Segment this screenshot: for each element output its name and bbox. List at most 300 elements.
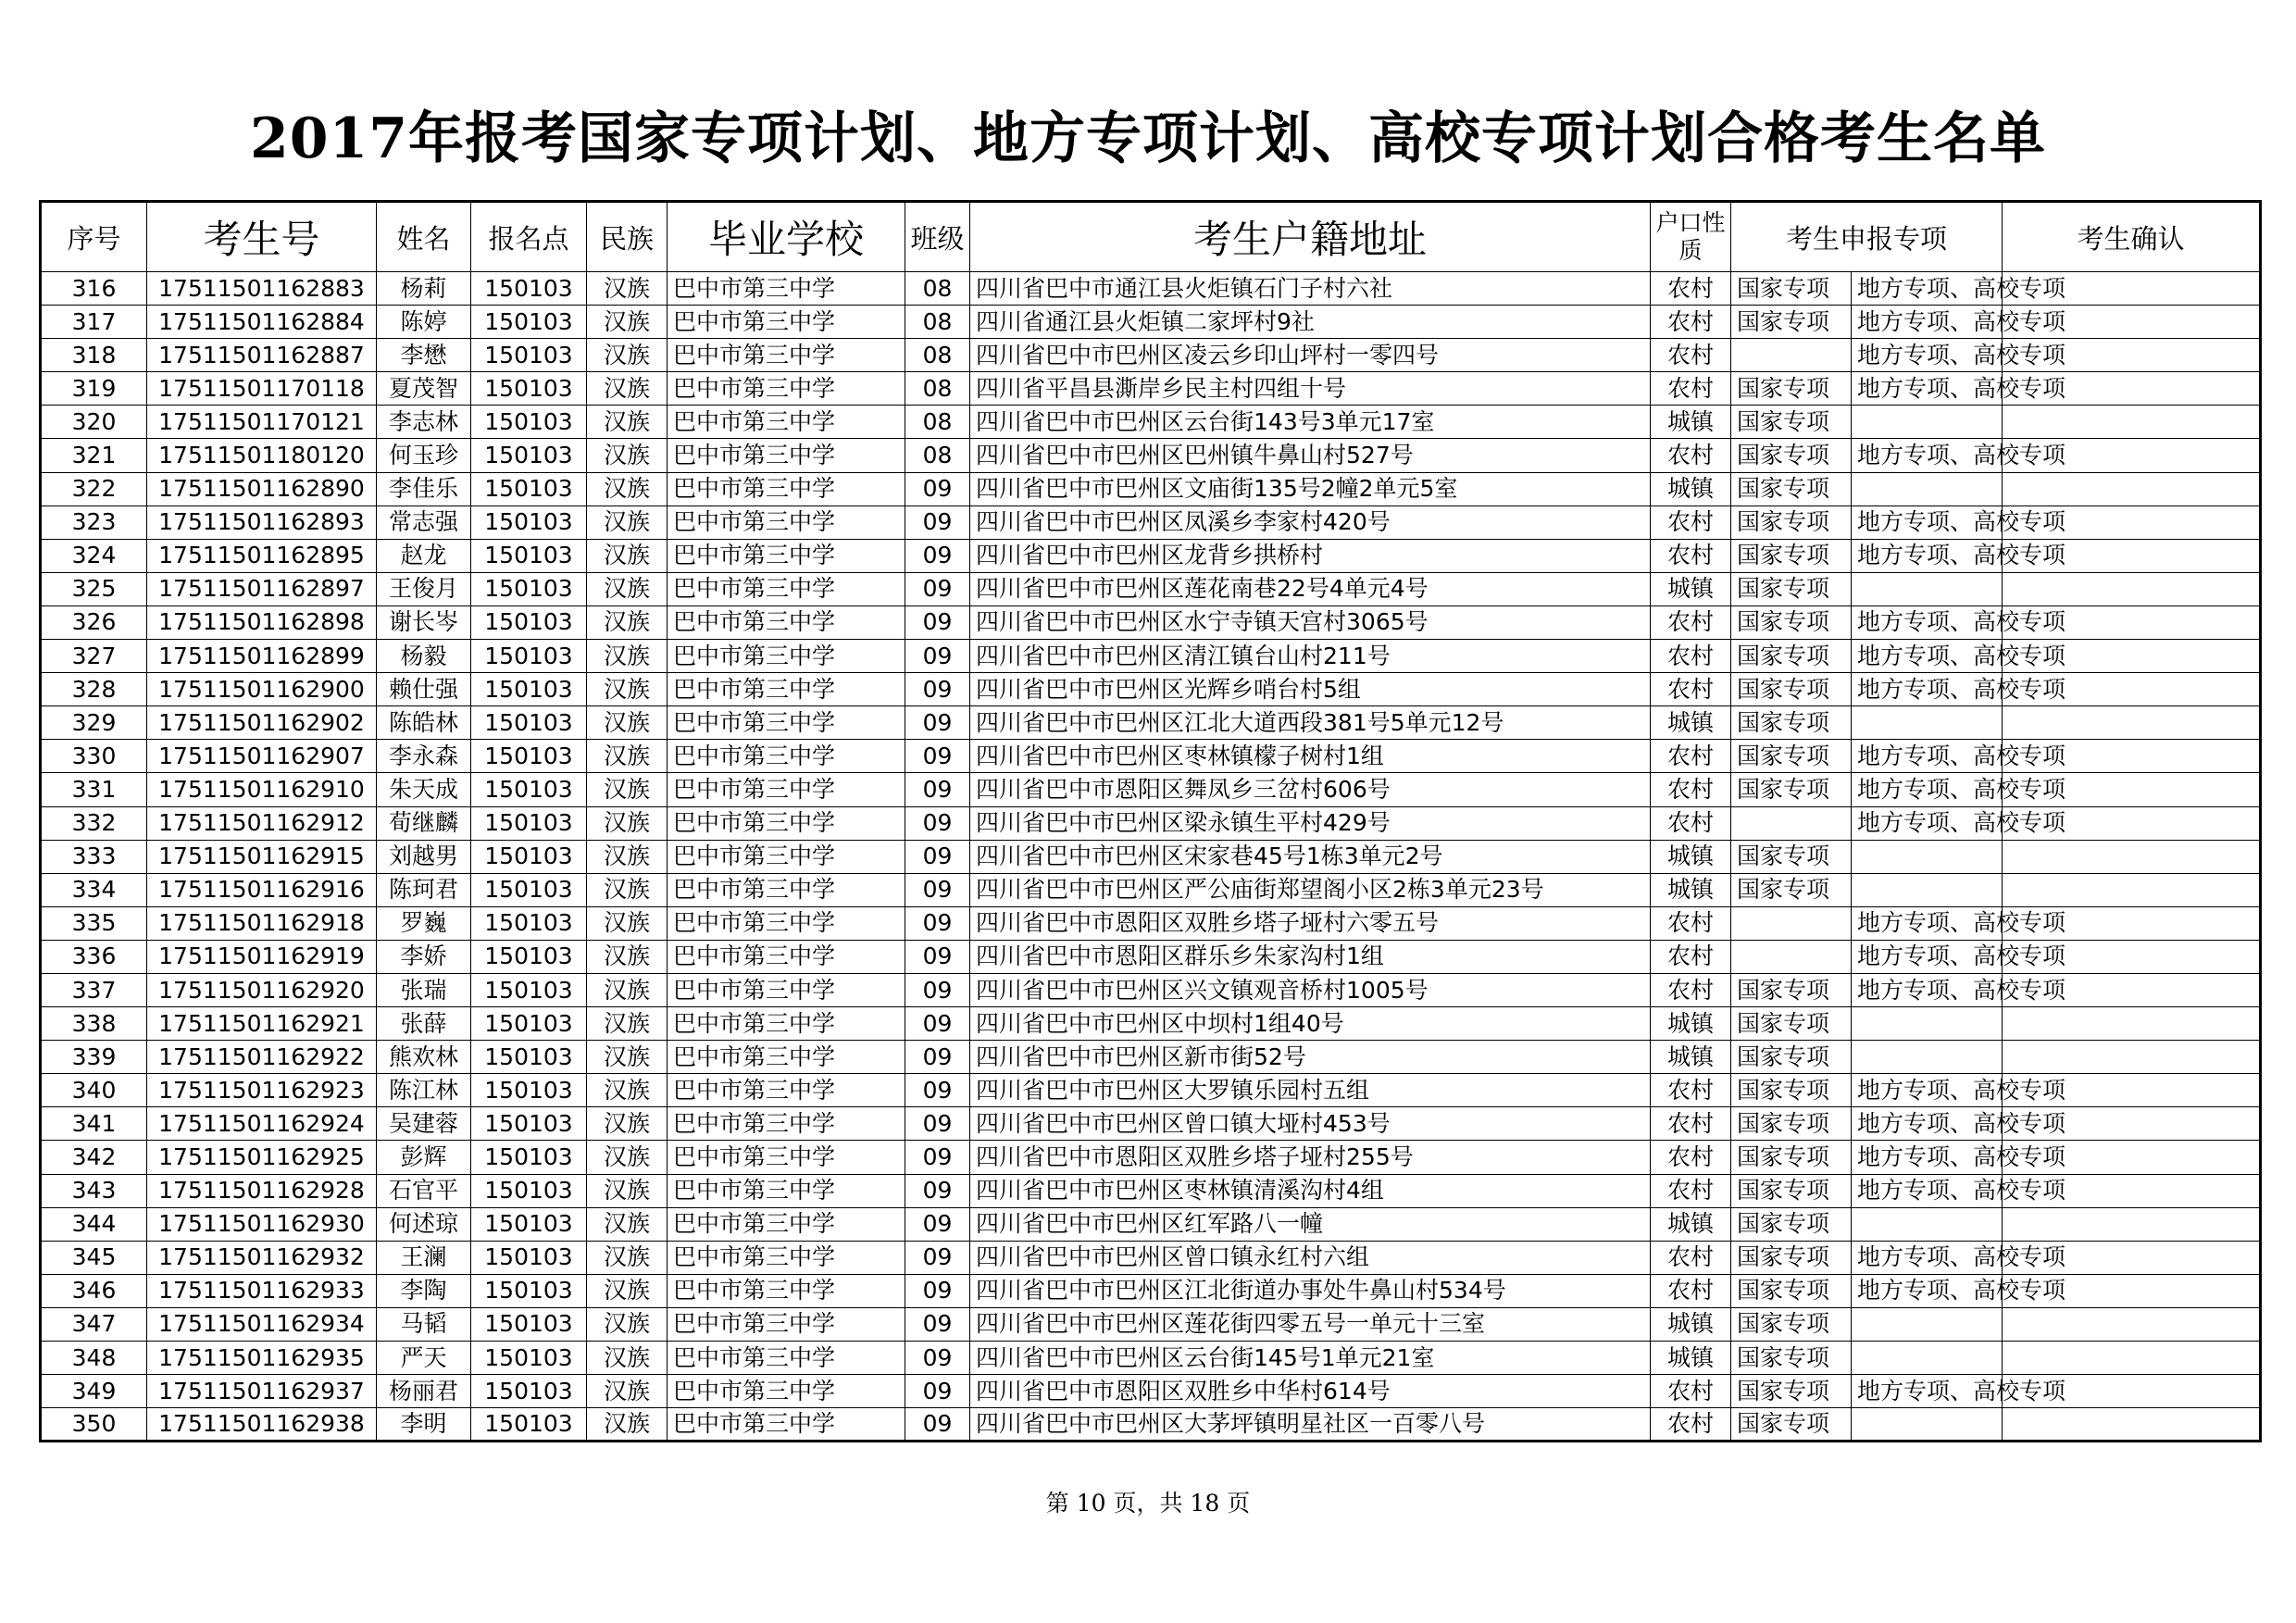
cell-class: 08 bbox=[905, 339, 970, 372]
cell-seq: 350 bbox=[41, 1408, 147, 1442]
table-row bbox=[41, 406, 2261, 439]
cell-household: 农村 bbox=[1651, 773, 1731, 806]
cell-local-college-plan: 地方专项、高校专项 bbox=[1852, 506, 2003, 539]
cell-household: 农村 bbox=[1651, 1408, 1731, 1442]
cell-address: 四川省巴中市巴州区巴州镇牛鼻山村527号 bbox=[970, 439, 1651, 472]
cell-school: 巴中市第三中学 bbox=[668, 306, 905, 339]
cell-exam-no: 17511501162930 bbox=[147, 1207, 377, 1241]
cell-ethnicity: 汉族 bbox=[587, 472, 668, 506]
cell-class: 09 bbox=[905, 840, 970, 873]
cell-confirm bbox=[2003, 1041, 2261, 1074]
cell-ethnicity: 汉族 bbox=[587, 1041, 668, 1074]
cell-confirm bbox=[2003, 1307, 2261, 1341]
cell-site: 150103 bbox=[471, 1307, 587, 1341]
table-row bbox=[41, 740, 2261, 773]
cell-seq: 346 bbox=[41, 1274, 147, 1307]
cell-exam-no: 17511501162935 bbox=[147, 1342, 377, 1375]
cell-name: 夏茂智 bbox=[377, 372, 471, 406]
cell-household: 城镇 bbox=[1651, 1307, 1731, 1341]
cell-local-college-plan: 地方专项、高校专项 bbox=[1852, 1174, 2003, 1207]
cell-name: 陈婷 bbox=[377, 306, 471, 339]
cell-exam-no: 17511501162924 bbox=[147, 1107, 377, 1141]
cell-local-college-plan: 地方专项、高校专项 bbox=[1852, 1107, 2003, 1141]
cell-national-plan: 国家专项 bbox=[1731, 673, 1852, 706]
cell-household: 农村 bbox=[1651, 1241, 1731, 1274]
cell-name: 李明 bbox=[377, 1408, 471, 1442]
table-row bbox=[41, 940, 2261, 973]
cell-site: 150103 bbox=[471, 606, 587, 639]
cell-name: 李佳乐 bbox=[377, 472, 471, 506]
cell-exam-no: 17511501162893 bbox=[147, 506, 377, 539]
cell-address: 四川省巴中市巴州区曾口镇大垭村453号 bbox=[970, 1107, 1651, 1141]
cell-school: 巴中市第三中学 bbox=[668, 806, 905, 840]
cell-national-plan bbox=[1731, 906, 1852, 940]
cell-class: 09 bbox=[905, 806, 970, 840]
cell-seq: 348 bbox=[41, 1342, 147, 1375]
cell-local-college-plan: 地方专项、高校专项 bbox=[1852, 940, 2003, 973]
cell-seq: 336 bbox=[41, 940, 147, 973]
cell-address: 四川省巴中市巴州区中坝村1组40号 bbox=[970, 1007, 1651, 1041]
cell-seq: 326 bbox=[41, 606, 147, 639]
cell-exam-no: 17511501162884 bbox=[147, 306, 377, 339]
cell-seq: 327 bbox=[41, 640, 147, 673]
cell-school: 巴中市第三中学 bbox=[668, 1107, 905, 1141]
cell-class: 09 bbox=[905, 1107, 970, 1141]
cell-household: 农村 bbox=[1651, 940, 1731, 973]
cell-household: 农村 bbox=[1651, 606, 1731, 639]
cell-name: 赖仕强 bbox=[377, 673, 471, 706]
cell-local-college-plan bbox=[1852, 472, 2003, 506]
cell-local-college-plan: 地方专项、高校专项 bbox=[1852, 606, 2003, 639]
cell-site: 150103 bbox=[471, 1274, 587, 1307]
cell-school: 巴中市第三中学 bbox=[668, 1408, 905, 1442]
cell-local-college-plan bbox=[1852, 1207, 2003, 1241]
cell-exam-no: 17511501170121 bbox=[147, 406, 377, 439]
cell-name: 杨丽君 bbox=[377, 1375, 471, 1408]
cell-exam-no: 17511501162919 bbox=[147, 940, 377, 973]
cell-class: 08 bbox=[905, 372, 970, 406]
cell-address: 四川省巴中市巴州区江北街道办事处牛鼻山村534号 bbox=[970, 1274, 1651, 1307]
cell-national-plan: 国家专项 bbox=[1731, 1408, 1852, 1442]
cell-school: 巴中市第三中学 bbox=[668, 606, 905, 639]
cell-household: 农村 bbox=[1651, 1274, 1731, 1307]
cell-school: 巴中市第三中学 bbox=[668, 1007, 905, 1041]
cell-household: 农村 bbox=[1651, 673, 1731, 706]
cell-exam-no: 17511501170118 bbox=[147, 372, 377, 406]
cell-school: 巴中市第三中学 bbox=[668, 873, 905, 906]
cell-local-college-plan bbox=[1852, 572, 2003, 606]
cell-class: 09 bbox=[905, 873, 970, 906]
cell-school: 巴中市第三中学 bbox=[668, 372, 905, 406]
cell-site: 150103 bbox=[471, 406, 587, 439]
cell-site: 150103 bbox=[471, 1074, 587, 1107]
header-exam-no: 考生号 bbox=[147, 202, 377, 272]
cell-ethnicity: 汉族 bbox=[587, 806, 668, 840]
cell-school: 巴中市第三中学 bbox=[668, 1074, 905, 1107]
cell-school: 巴中市第三中学 bbox=[668, 1307, 905, 1341]
cell-exam-no: 17511501162907 bbox=[147, 740, 377, 773]
table-row bbox=[41, 272, 2261, 306]
cell-school: 巴中市第三中学 bbox=[668, 572, 905, 606]
cell-class: 09 bbox=[905, 506, 970, 539]
cell-ethnicity: 汉族 bbox=[587, 306, 668, 339]
cell-school: 巴中市第三中学 bbox=[668, 973, 905, 1006]
cell-name: 王俊月 bbox=[377, 572, 471, 606]
table-row bbox=[41, 673, 2261, 706]
cell-name: 李志林 bbox=[377, 406, 471, 439]
cell-ethnicity: 汉族 bbox=[587, 773, 668, 806]
cell-school: 巴中市第三中学 bbox=[668, 1342, 905, 1375]
table-row bbox=[41, 606, 2261, 639]
cell-ethnicity: 汉族 bbox=[587, 1007, 668, 1041]
cell-seq: 323 bbox=[41, 506, 147, 539]
cell-seq: 347 bbox=[41, 1307, 147, 1341]
cell-name: 李永森 bbox=[377, 740, 471, 773]
cell-national-plan: 国家专项 bbox=[1731, 840, 1852, 873]
cell-ethnicity: 汉族 bbox=[587, 1342, 668, 1375]
cell-national-plan: 国家专项 bbox=[1731, 406, 1852, 439]
cell-national-plan: 国家专项 bbox=[1731, 640, 1852, 673]
cell-local-college-plan: 地方专项、高校专项 bbox=[1852, 1241, 2003, 1274]
cell-seq: 324 bbox=[41, 539, 147, 572]
table-row bbox=[41, 1107, 2261, 1141]
cell-national-plan bbox=[1731, 339, 1852, 372]
cell-class: 09 bbox=[905, 1342, 970, 1375]
cell-class: 09 bbox=[905, 1307, 970, 1341]
cell-household: 城镇 bbox=[1651, 472, 1731, 506]
cell-address: 四川省平昌县澌岸乡民主村四组十号 bbox=[970, 372, 1651, 406]
cell-local-college-plan bbox=[1852, 1307, 2003, 1341]
cell-name: 马韬 bbox=[377, 1307, 471, 1341]
table-row bbox=[41, 973, 2261, 1006]
cell-address: 四川省巴中市巴州区梁永镇生平村429号 bbox=[970, 806, 1651, 840]
cell-address: 四川省巴中市巴州区兴文镇观音桥村1005号 bbox=[970, 973, 1651, 1006]
cell-household: 城镇 bbox=[1651, 1342, 1731, 1375]
cell-exam-no: 17511501162915 bbox=[147, 840, 377, 873]
cell-ethnicity: 汉族 bbox=[587, 539, 668, 572]
table-row bbox=[41, 773, 2261, 806]
cell-household: 城镇 bbox=[1651, 840, 1731, 873]
cell-national-plan: 国家专项 bbox=[1731, 372, 1852, 406]
cell-school: 巴中市第三中学 bbox=[668, 1274, 905, 1307]
cell-site: 150103 bbox=[471, 1041, 587, 1074]
cell-class: 09 bbox=[905, 472, 970, 506]
cell-ethnicity: 汉族 bbox=[587, 873, 668, 906]
cell-name: 朱天成 bbox=[377, 773, 471, 806]
cell-national-plan: 国家专项 bbox=[1731, 606, 1852, 639]
cell-local-college-plan: 地方专项、高校专项 bbox=[1852, 1274, 2003, 1307]
cell-name: 石官平 bbox=[377, 1174, 471, 1207]
cell-address: 四川省巴中市巴州区文庙街135号2幢2单元5室 bbox=[970, 472, 1651, 506]
cell-exam-no: 17511501162933 bbox=[147, 1274, 377, 1307]
cell-ethnicity: 汉族 bbox=[587, 1307, 668, 1341]
table-row bbox=[41, 840, 2261, 873]
cell-ethnicity: 汉族 bbox=[587, 1274, 668, 1307]
cell-exam-no: 17511501162887 bbox=[147, 339, 377, 372]
cell-exam-no: 17511501162910 bbox=[147, 773, 377, 806]
cell-site: 150103 bbox=[471, 372, 587, 406]
table-row bbox=[41, 1274, 2261, 1307]
cell-class: 09 bbox=[905, 1408, 970, 1442]
cell-local-college-plan: 地方专项、高校专项 bbox=[1852, 272, 2003, 306]
cell-national-plan: 国家专项 bbox=[1731, 706, 1852, 740]
cell-household: 城镇 bbox=[1651, 406, 1731, 439]
cell-site: 150103 bbox=[471, 339, 587, 372]
cell-address: 四川省巴中市恩阳区群乐乡朱家沟村1组 bbox=[970, 940, 1651, 973]
cell-exam-no: 17511501162883 bbox=[147, 272, 377, 306]
cell-class: 09 bbox=[905, 673, 970, 706]
cell-school: 巴中市第三中学 bbox=[668, 706, 905, 740]
cell-national-plan: 国家专项 bbox=[1731, 740, 1852, 773]
cell-name: 严天 bbox=[377, 1342, 471, 1375]
cell-address: 四川省巴中市巴州区水宁寺镇天宫村3065号 bbox=[970, 606, 1651, 639]
cell-school: 巴中市第三中学 bbox=[668, 840, 905, 873]
cell-name: 常志强 bbox=[377, 506, 471, 539]
header-plan: 考生申报专项 bbox=[1731, 202, 2003, 272]
table-header-row bbox=[41, 202, 2261, 272]
cell-ethnicity: 汉族 bbox=[587, 740, 668, 773]
cell-ethnicity: 汉族 bbox=[587, 1241, 668, 1274]
cell-class: 08 bbox=[905, 406, 970, 439]
cell-exam-no: 17511501162920 bbox=[147, 973, 377, 1006]
cell-exam-no: 17511501162912 bbox=[147, 806, 377, 840]
cell-class: 09 bbox=[905, 1074, 970, 1107]
cell-site: 150103 bbox=[471, 1107, 587, 1141]
cell-school: 巴中市第三中学 bbox=[668, 1241, 905, 1274]
cell-exam-no: 17511501162922 bbox=[147, 1041, 377, 1074]
cell-confirm bbox=[2003, 840, 2261, 873]
cell-name: 王澜 bbox=[377, 1241, 471, 1274]
cell-name: 熊欢林 bbox=[377, 1041, 471, 1074]
cell-site: 150103 bbox=[471, 973, 587, 1006]
table-row bbox=[41, 1408, 2261, 1442]
header-household: 户口性质 bbox=[1651, 202, 1731, 272]
cell-school: 巴中市第三中学 bbox=[668, 640, 905, 673]
cell-local-college-plan bbox=[1852, 840, 2003, 873]
cell-ethnicity: 汉族 bbox=[587, 606, 668, 639]
cell-address: 四川省巴中市巴州区曾口镇永红村六组 bbox=[970, 1241, 1651, 1274]
cell-national-plan: 国家专项 bbox=[1731, 1342, 1852, 1375]
table-row bbox=[41, 1074, 2261, 1107]
cell-seq: 341 bbox=[41, 1107, 147, 1141]
cell-ethnicity: 汉族 bbox=[587, 706, 668, 740]
cell-address: 四川省巴中市恩阳区双胜乡塔子垭村六零五号 bbox=[970, 906, 1651, 940]
header-ethnicity: 民族 bbox=[587, 202, 668, 272]
cell-national-plan: 国家专项 bbox=[1731, 572, 1852, 606]
cell-seq: 333 bbox=[41, 840, 147, 873]
table-row bbox=[41, 339, 2261, 372]
cell-class: 09 bbox=[905, 1007, 970, 1041]
cell-ethnicity: 汉族 bbox=[587, 1408, 668, 1442]
cell-confirm bbox=[2003, 873, 2261, 906]
cell-local-college-plan: 地方专项、高校专项 bbox=[1852, 640, 2003, 673]
cell-local-college-plan: 地方专项、高校专项 bbox=[1852, 372, 2003, 406]
cell-seq: 335 bbox=[41, 906, 147, 940]
cell-ethnicity: 汉族 bbox=[587, 372, 668, 406]
cell-site: 150103 bbox=[471, 539, 587, 572]
cell-name: 何述琼 bbox=[377, 1207, 471, 1241]
cell-exam-no: 17511501162918 bbox=[147, 906, 377, 940]
cell-name: 刘越男 bbox=[377, 840, 471, 873]
cell-ethnicity: 汉族 bbox=[587, 673, 668, 706]
cell-local-college-plan: 地方专项、高校专项 bbox=[1852, 1375, 2003, 1408]
table-row bbox=[41, 472, 2261, 506]
cell-seq: 339 bbox=[41, 1041, 147, 1074]
candidate-table bbox=[39, 200, 2262, 1442]
cell-class: 09 bbox=[905, 1241, 970, 1274]
cell-school: 巴中市第三中学 bbox=[668, 506, 905, 539]
cell-address: 四川省巴中市巴州区莲花街四零五号一单元十三室 bbox=[970, 1307, 1651, 1341]
cell-address: 四川省巴中市巴州区大罗镇乐园村五组 bbox=[970, 1074, 1651, 1107]
cell-household: 农村 bbox=[1651, 906, 1731, 940]
cell-exam-no: 17511501180120 bbox=[147, 439, 377, 472]
table-row bbox=[41, 372, 2261, 406]
cell-name: 张瑞 bbox=[377, 973, 471, 1006]
cell-site: 150103 bbox=[471, 1174, 587, 1207]
cell-address: 四川省巴中市巴州区清江镇台山村211号 bbox=[970, 640, 1651, 673]
cell-exam-no: 17511501162902 bbox=[147, 706, 377, 740]
cell-household: 农村 bbox=[1651, 539, 1731, 572]
cell-national-plan: 国家专项 bbox=[1731, 506, 1852, 539]
cell-school: 巴中市第三中学 bbox=[668, 339, 905, 372]
cell-school: 巴中市第三中学 bbox=[668, 439, 905, 472]
cell-seq: 325 bbox=[41, 572, 147, 606]
cell-school: 巴中市第三中学 bbox=[668, 1041, 905, 1074]
cell-household: 城镇 bbox=[1651, 1007, 1731, 1041]
cell-national-plan: 国家专项 bbox=[1731, 1375, 1852, 1408]
page-footer: 第 10 页，共 18 页 bbox=[1045, 1490, 1251, 1517]
cell-name: 彭辉 bbox=[377, 1141, 471, 1174]
cell-class: 09 bbox=[905, 1141, 970, 1174]
cell-site: 150103 bbox=[471, 439, 587, 472]
cell-name: 杨毅 bbox=[377, 640, 471, 673]
cell-national-plan: 国家专项 bbox=[1731, 1241, 1852, 1274]
cell-national-plan: 国家专项 bbox=[1731, 1307, 1852, 1341]
cell-class: 08 bbox=[905, 272, 970, 306]
cell-site: 150103 bbox=[471, 640, 587, 673]
cell-name: 陈皓林 bbox=[377, 706, 471, 740]
cell-address: 四川省巴中市恩阳区舞凤乡三岔村606号 bbox=[970, 773, 1651, 806]
cell-local-college-plan: 地方专项、高校专项 bbox=[1852, 1141, 2003, 1174]
cell-name: 李娇 bbox=[377, 940, 471, 973]
cell-seq: 332 bbox=[41, 806, 147, 840]
cell-site: 150103 bbox=[471, 1007, 587, 1041]
cell-confirm bbox=[2003, 472, 2261, 506]
cell-school: 巴中市第三中学 bbox=[668, 1375, 905, 1408]
cell-seq: 340 bbox=[41, 1074, 147, 1107]
cell-local-college-plan: 地方专项、高校专项 bbox=[1852, 1074, 2003, 1107]
cell-name: 谢长岑 bbox=[377, 606, 471, 639]
cell-seq: 330 bbox=[41, 740, 147, 773]
cell-ethnicity: 汉族 bbox=[587, 1375, 668, 1408]
cell-household: 农村 bbox=[1651, 640, 1731, 673]
cell-address: 四川省巴中市恩阳区双胜乡中华村614号 bbox=[970, 1375, 1651, 1408]
cell-class: 09 bbox=[905, 906, 970, 940]
cell-class: 09 bbox=[905, 973, 970, 1006]
cell-class: 08 bbox=[905, 306, 970, 339]
cell-national-plan: 国家专项 bbox=[1731, 439, 1852, 472]
cell-local-college-plan: 地方专项、高校专项 bbox=[1852, 973, 2003, 1006]
cell-seq: 334 bbox=[41, 873, 147, 906]
cell-local-college-plan: 地方专项、高校专项 bbox=[1852, 306, 2003, 339]
cell-exam-no: 17511501162925 bbox=[147, 1141, 377, 1174]
cell-address: 四川省巴中市巴州区枣林镇清溪沟村4组 bbox=[970, 1174, 1651, 1207]
cell-exam-no: 17511501162928 bbox=[147, 1174, 377, 1207]
page-title: 2017年报考国家专项计划、地方专项计划、高校专项计划合格考生名单 bbox=[250, 106, 2046, 171]
table-row bbox=[41, 1375, 2261, 1408]
cell-national-plan: 国家专项 bbox=[1731, 773, 1852, 806]
cell-ethnicity: 汉族 bbox=[587, 1141, 668, 1174]
cell-site: 150103 bbox=[471, 506, 587, 539]
cell-address: 四川省巴中市巴州区云台街145号1单元21室 bbox=[970, 1342, 1651, 1375]
cell-household: 农村 bbox=[1651, 439, 1731, 472]
table-row bbox=[41, 439, 2261, 472]
cell-name: 荀继麟 bbox=[377, 806, 471, 840]
cell-seq: 320 bbox=[41, 406, 147, 439]
cell-school: 巴中市第三中学 bbox=[668, 940, 905, 973]
cell-household: 城镇 bbox=[1651, 1207, 1731, 1241]
cell-address: 四川省巴中市巴州区大茅坪镇明星社区一百零八号 bbox=[970, 1408, 1651, 1442]
cell-site: 150103 bbox=[471, 1141, 587, 1174]
cell-seq: 345 bbox=[41, 1241, 147, 1274]
cell-exam-no: 17511501162890 bbox=[147, 472, 377, 506]
cell-national-plan bbox=[1731, 940, 1852, 973]
header-class: 班级 bbox=[905, 202, 970, 272]
cell-national-plan: 国家专项 bbox=[1731, 1141, 1852, 1174]
cell-school: 巴中市第三中学 bbox=[668, 539, 905, 572]
cell-national-plan: 国家专项 bbox=[1731, 272, 1852, 306]
cell-address: 四川省巴中市巴州区严公庙街郑望阁小区2栋3单元23号 bbox=[970, 873, 1651, 906]
cell-address: 四川省通江县火炬镇二家坪村9社 bbox=[970, 306, 1651, 339]
cell-site: 150103 bbox=[471, 1408, 587, 1442]
cell-class: 09 bbox=[905, 1375, 970, 1408]
cell-local-college-plan bbox=[1852, 1007, 2003, 1041]
cell-ethnicity: 汉族 bbox=[587, 1207, 668, 1241]
cell-local-college-plan bbox=[1852, 1041, 2003, 1074]
header-site: 报名点 bbox=[471, 202, 587, 272]
table-row bbox=[41, 706, 2261, 740]
cell-address: 四川省巴中市巴州区江北大道西段381号5单元12号 bbox=[970, 706, 1651, 740]
cell-local-college-plan: 地方专项、高校专项 bbox=[1852, 539, 2003, 572]
cell-seq: 317 bbox=[41, 306, 147, 339]
cell-ethnicity: 汉族 bbox=[587, 973, 668, 1006]
cell-household: 农村 bbox=[1651, 306, 1731, 339]
cell-household: 农村 bbox=[1651, 1174, 1731, 1207]
cell-confirm bbox=[2003, 706, 2261, 740]
cell-school: 巴中市第三中学 bbox=[668, 740, 905, 773]
cell-seq: 338 bbox=[41, 1007, 147, 1041]
cell-address: 四川省巴中市巴州区宋家巷45号1栋3单元2号 bbox=[970, 840, 1651, 873]
cell-household: 农村 bbox=[1651, 973, 1731, 1006]
cell-class: 09 bbox=[905, 606, 970, 639]
cell-seq: 329 bbox=[41, 706, 147, 740]
cell-ethnicity: 汉族 bbox=[587, 406, 668, 439]
cell-seq: 337 bbox=[41, 973, 147, 1006]
table-row bbox=[41, 1141, 2261, 1174]
cell-national-plan: 国家专项 bbox=[1731, 539, 1852, 572]
cell-address: 四川省巴中市巴州区枣林镇檬子树村1组 bbox=[970, 740, 1651, 773]
cell-ethnicity: 汉族 bbox=[587, 1107, 668, 1141]
table-row bbox=[41, 640, 2261, 673]
cell-school: 巴中市第三中学 bbox=[668, 1174, 905, 1207]
table-row bbox=[41, 1307, 2261, 1341]
cell-seq: 349 bbox=[41, 1375, 147, 1408]
cell-school: 巴中市第三中学 bbox=[668, 272, 905, 306]
cell-name: 李陶 bbox=[377, 1274, 471, 1307]
cell-exam-no: 17511501162897 bbox=[147, 572, 377, 606]
cell-site: 150103 bbox=[471, 906, 587, 940]
cell-confirm bbox=[2003, 1408, 2261, 1442]
